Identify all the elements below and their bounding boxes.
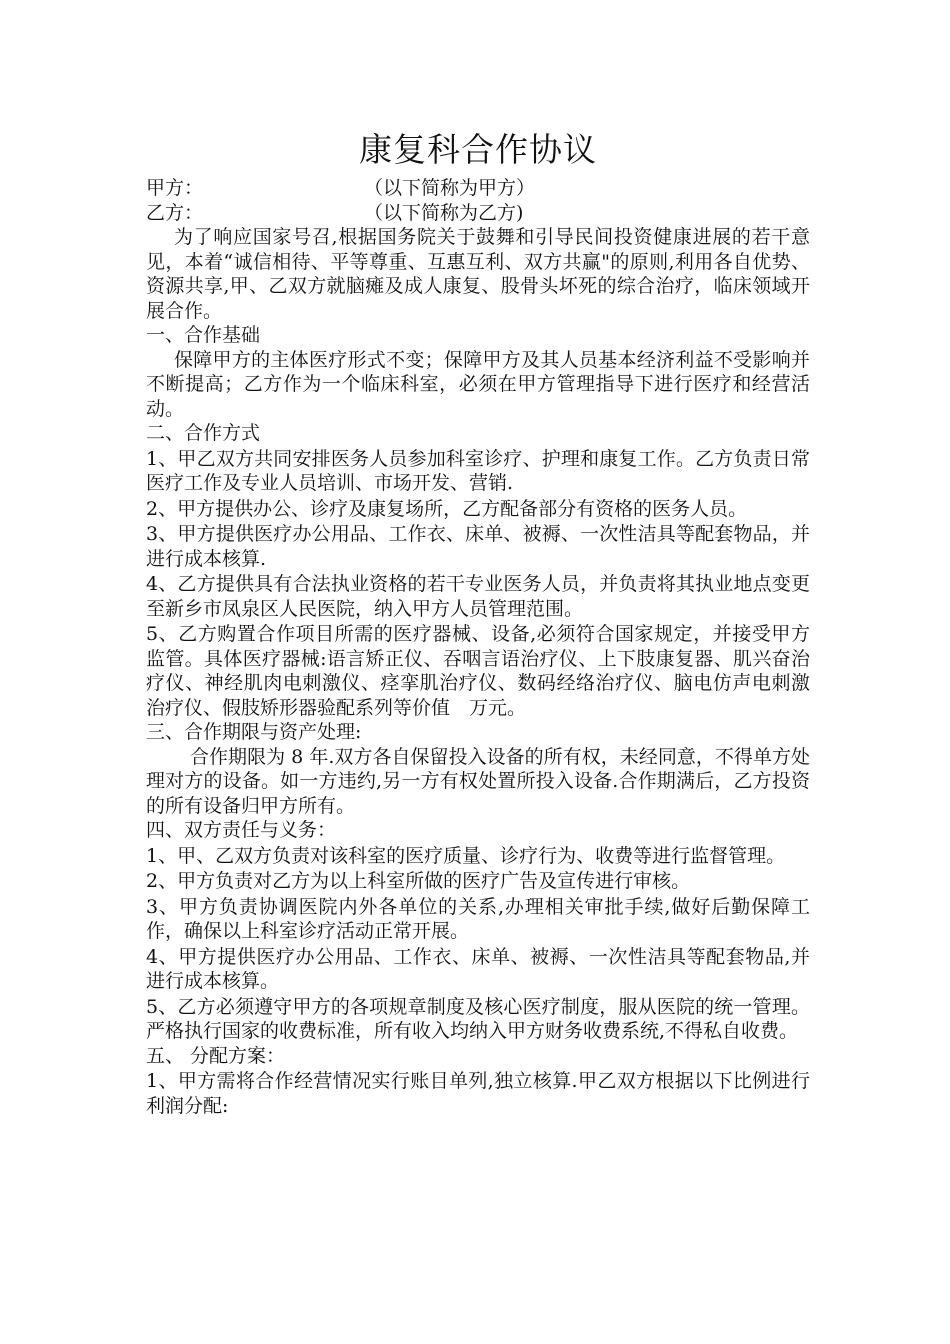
section-2-heading: 二、合作方式 [146,422,261,444]
section-2-item: 1、甲乙双方共同安排医务人员参加科室诊疗、护理和康复工作。乙方负责日常医疗工作及专业人员培训、市场开发、营销. [146,447,810,494]
party-a-line [146,176,810,201]
section-1-body: 保障甲方的主体医疗形式不变；保障甲方及其人员基本经济利益不受影响并不断提高；乙方作为一个临床科室，必须在甲方管理指导下进行医疗和经营活动。 [146,348,810,420]
section-4-item: 4、甲方提供医疗办公用品、工作衣、床单、被褥、一次性洁具等配套物品,并进行成本核算。 [146,945,810,992]
party-b-line [146,201,810,226]
section-4-heading: 四、双方责任与义务： [146,819,337,841]
section-1-heading: 一、合作基础 [146,324,261,346]
section-4-item: 5、乙方必须遵守甲方的各项规章制度及核心医疗制度，服从医院的统一管理。严格执行国家的收费标准，所有收入均纳入甲方财务收费系统,不得私自收费。 [146,995,810,1042]
party-a-label: 甲方： [146,177,204,199]
section-3-body: 合作期限为 8 年.双方各自保留投入设备的所有权，未经同意，不得单方处理对方的设备。如一方违约,另一方有权处置所投入设备.合作期满后，乙方投资的所有设备归甲方所有。 [146,745,810,817]
document-page [146,128,810,1118]
party-b-note: （以下简称为乙方) [364,201,524,224]
section-5-heading: 五、 分配方案： [146,1044,286,1067]
section-2-item: 4、乙方提供具有合法执业资格的若干专业医务人员，并负责将其执业地点变更至新乡市凤泉区人民医院，纳入甲方人员管理范围。 [146,573,810,620]
section-4-item: 2、甲方负责对乙方为以上科室所做的医疗广告及宣传进行审核。 [146,870,691,892]
section-4-item: 3、甲方负责协调医院内外各单位的关系,办理相关审批手续,做好后勤保障工作，确保以上科室诊疗活动正常开展。 [146,895,810,942]
section-4-item: 1、甲、乙双方负责对该科室的医疗质量、诊疗行为、收费等进行监督管理。 [146,844,786,867]
section-3-heading: 三、合作期限与资产处理: [146,721,362,743]
intro-paragraph: 为了响应国家号召,根据国务院关于鼓舞和引导民间投资健康进展的若干意见，本着“诚信相待、平等尊重、互惠互利、双方共赢"的原则,利用各自优势、资源共享,甲、乙双方就脑瘫及成人康复、股骨头坏死的综合治疗，临床领域开展合作。 [146,226,810,322]
section-2-item: 3、甲方提供医疗办公用品、工作衣、床单、被褥、一次性洁具等配套物品，并进行成本核算. [146,523,810,570]
section-2-item: 2、甲方提供办公、诊疗及康复场所，乙方配备部分有资格的医务人员。 [146,497,748,520]
party-b-label: 乙方： [146,201,204,224]
section-2-item: 5、乙方购置合作项目所需的医疗器械、设备,必须符合国家规定，并接受甲方监管。具体医疗器械:语言矫正仪、吞咽言语治疗仪、上下肢康复器、肌兴奋治疗仪、神经肌肉电刺激仪、痉挛肌治疗仪、数码经络治疗仪、脑电仿声电刺激治疗仪、假肢矫形器验配系列等价值 万元。 [146,623,810,719]
section-5-item: 1、甲方需将合作经营情况实行账目单列,独立核算.甲乙双方根据以下比例进行利润分配: [146,1070,810,1117]
document-title: 康复科合作协议 [359,130,597,169]
party-a-note: （以下简称为甲方） [364,177,536,199]
